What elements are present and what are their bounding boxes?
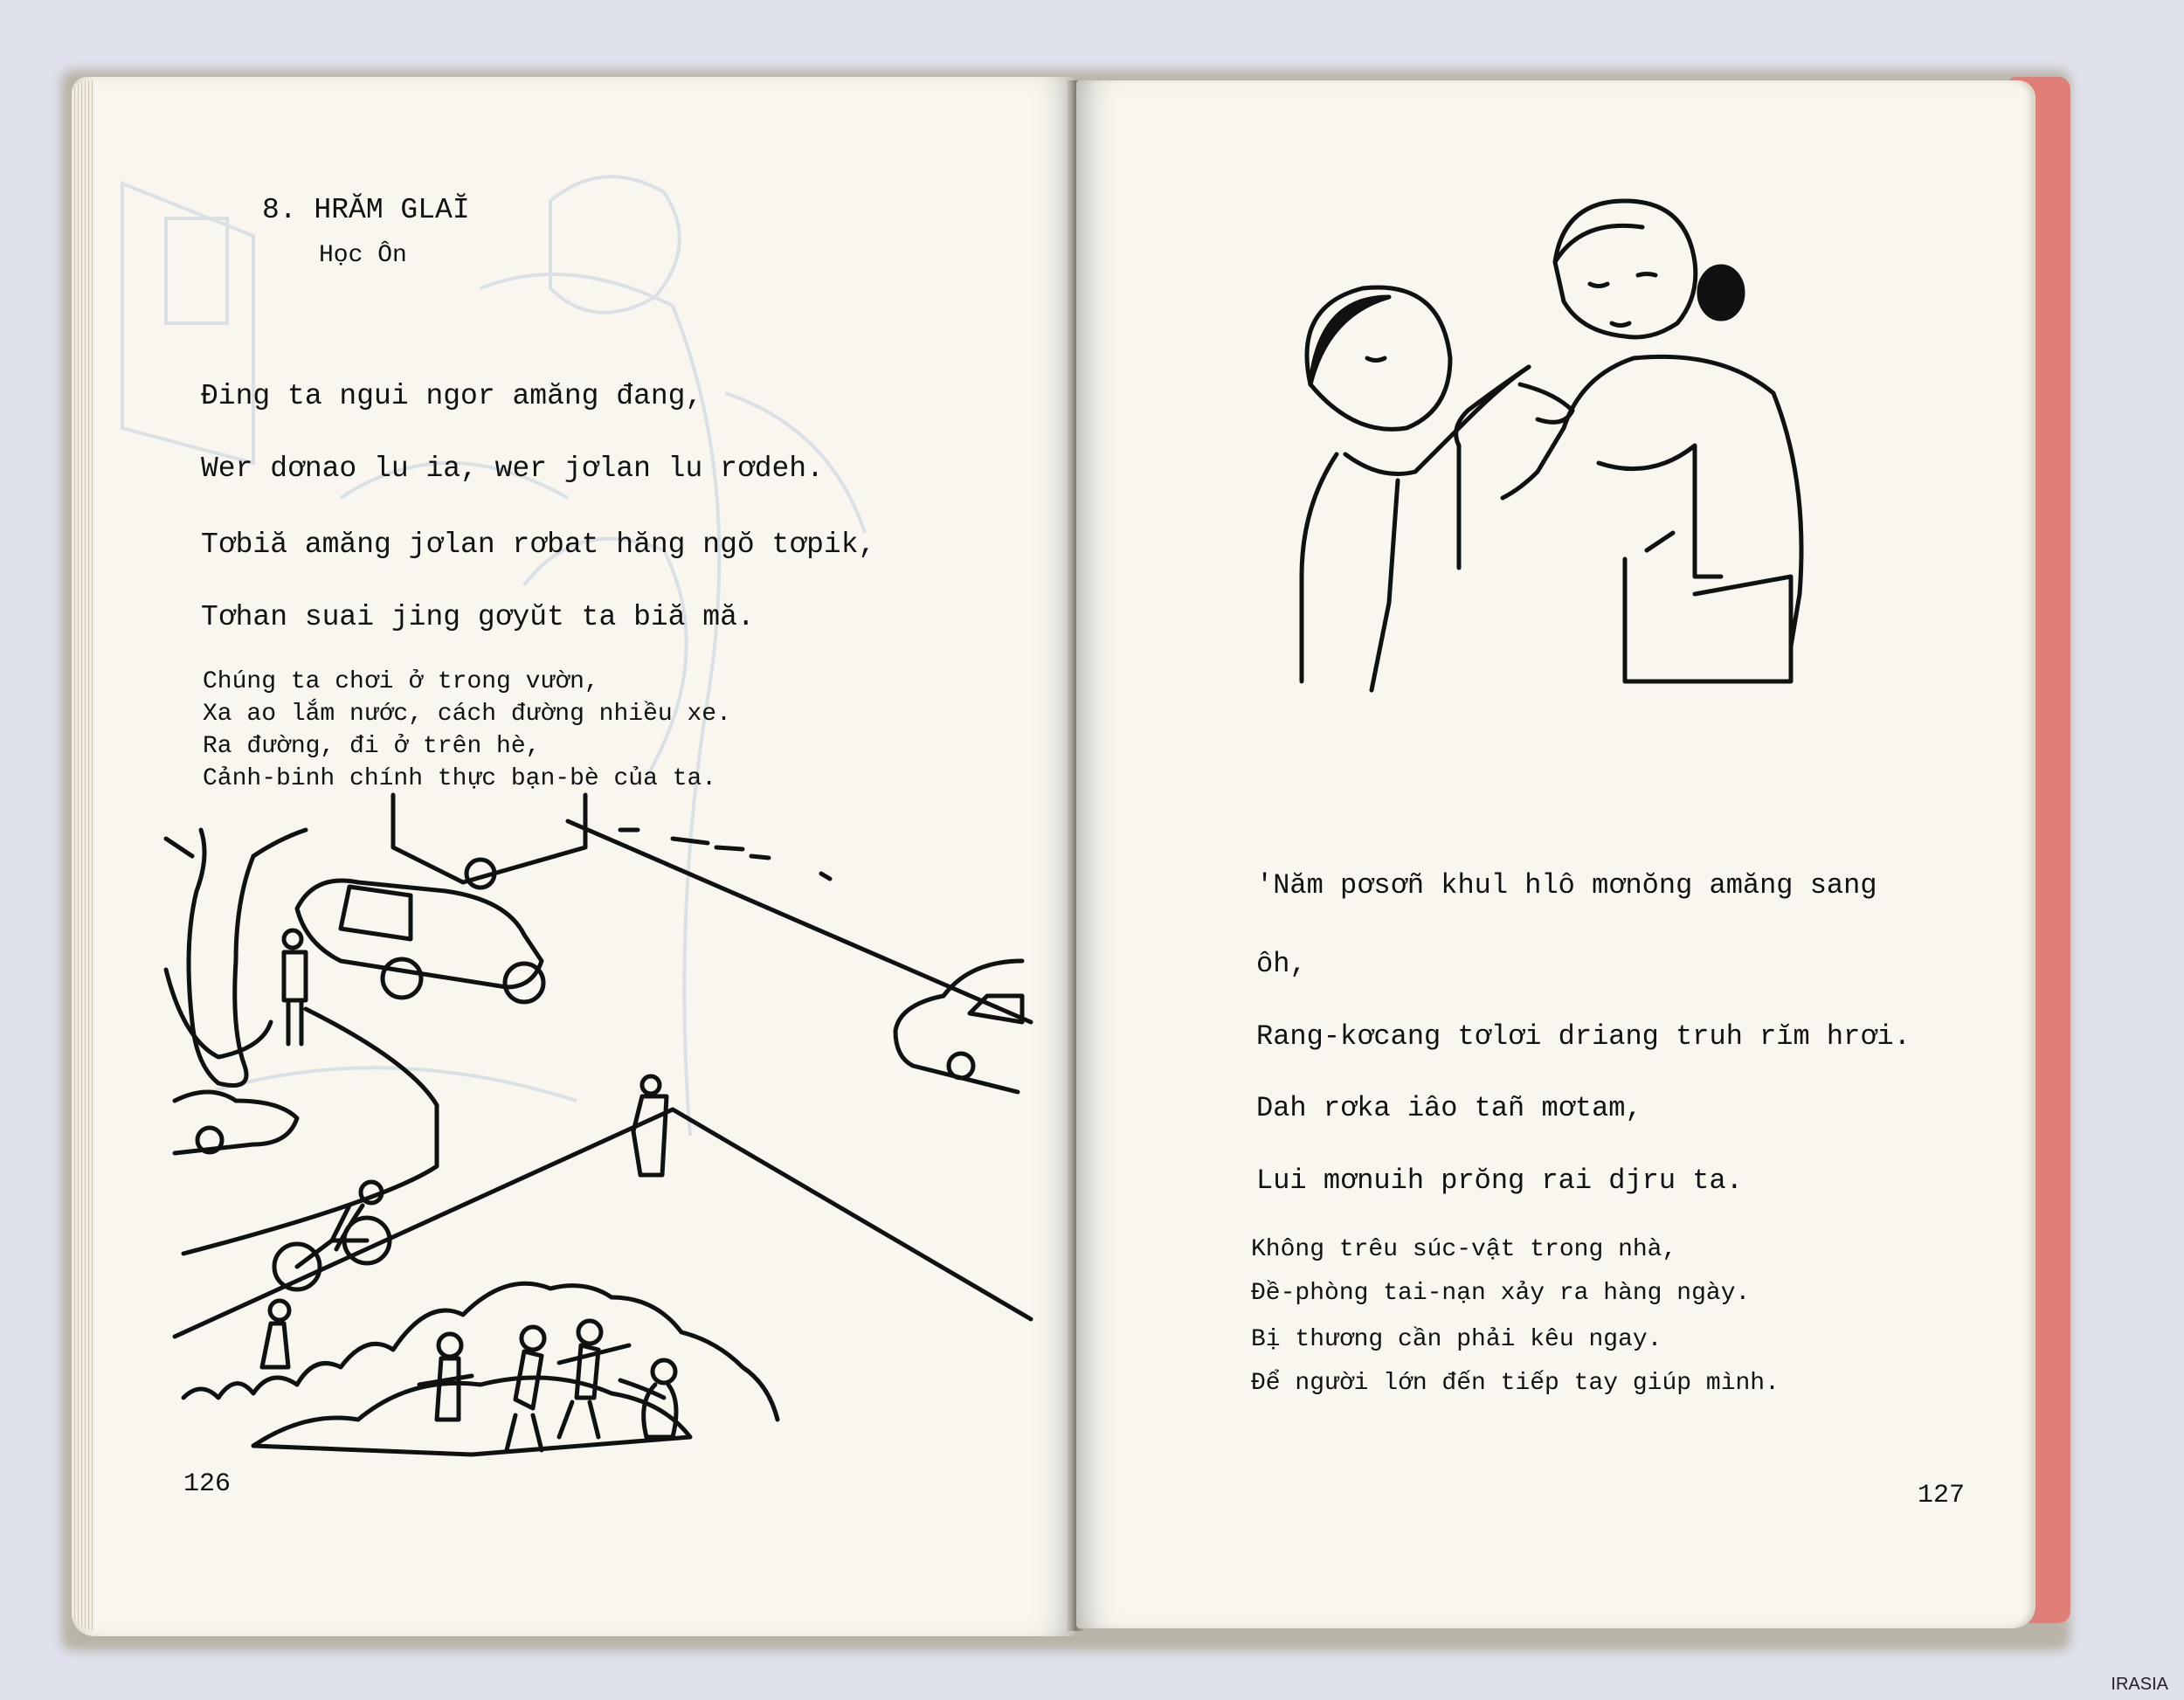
translation-line-3: Ra đường, đi ở trên hè, [203,733,541,760]
right-translation-line-1: Không trêu súc-vật trong nhà, [1251,1236,1677,1263]
poem-line-3: Tơbiă amăng jơlan rơbat hăng ngŏ tơpik, [201,529,876,561]
page-number-left: 126 [183,1469,232,1499]
right-translation-line-2: Đề-phòng tai-nạn xảy ra hàng ngày. [1251,1280,1751,1307]
poem-line-4: Tơhan suai jing gơyŭt ta biă mă. [201,601,755,633]
poem-line-2: Wer dơnao lu ia, wer jơlan lu rơdeh. [201,453,824,485]
right-poem-line-5: Lui mơnuih prŏng rai djru ta. [1256,1164,1743,1197]
lesson-title: 8. HRĂM GLAĬ [262,194,470,226]
page-stack-edges [72,80,94,1631]
street-scene-illustration [149,804,1040,1503]
right-poem-line-2: ôh, [1256,948,1307,980]
woman-and-boy-illustration [1293,192,1904,786]
translation-line-1: Chúng ta chơi ở trong vườn, [203,668,599,695]
right-poem-line-1: 'Năm pơsơñ khul hlô mơnŏng amăng sang [1256,869,1877,902]
page-number-right: 127 [1918,1481,1966,1510]
lesson-subtitle: Học Ôn [319,242,407,269]
right-poem-line-4: Dah rơka iâo tañ mơtam, [1256,1092,1642,1124]
right-translation-line-3: Bị thương cần phải kêu ngay. [1251,1326,1662,1353]
poem-line-1: Ɖing ta ngui ngor amăng đang, [201,380,703,412]
watermark: IRASIA [2111,1675,2168,1694]
right-poem-line-3: Rang-kơcang tơlơi driang truh rĭm hrơi. [1256,1020,1911,1053]
translation-line-4: Cảnh-binh chính thực bạn-bè của ta. [203,765,717,792]
right-translation-line-4: Để người lớn đến tiếp tay giúp mình. [1251,1370,1780,1397]
translation-line-2: Xa ao lắm nước, cách đường nhiều xe. [203,701,731,728]
